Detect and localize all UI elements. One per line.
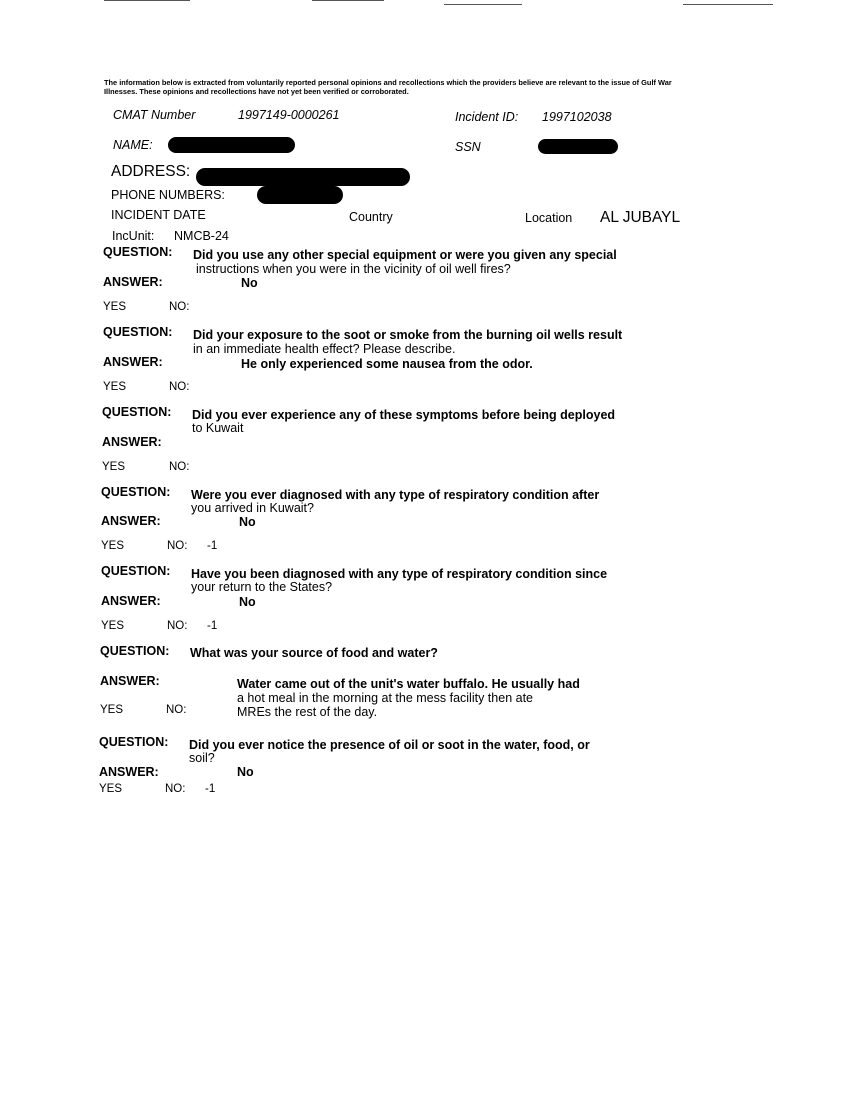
yes-label: YES bbox=[101, 540, 125, 552]
question-text: you arrived in Kuwait? bbox=[191, 501, 314, 515]
answer-text: No bbox=[237, 765, 254, 779]
answer-label: ANSWER: bbox=[103, 355, 163, 369]
no-label: NO: bbox=[167, 620, 188, 632]
question-text: soil? bbox=[189, 751, 215, 765]
yes-label: YES bbox=[103, 301, 127, 313]
answer-label: ANSWER: bbox=[100, 674, 160, 688]
no-value: -1 bbox=[207, 620, 218, 632]
answer-label: ANSWER: bbox=[101, 594, 161, 608]
question-label: QUESTION: bbox=[101, 485, 171, 499]
answer-label: ANSWER: bbox=[99, 765, 159, 779]
question-label: QUESTION: bbox=[101, 564, 171, 578]
answer-text: MREs the rest of the day. bbox=[237, 705, 378, 719]
answer-text: He only experienced some nausea from the odor. bbox=[241, 357, 533, 371]
no-label: NO: bbox=[167, 540, 188, 552]
no-label: NO: bbox=[169, 301, 190, 313]
answer-text: Water came out of the unit's water buffalo. He usually had bbox=[237, 677, 580, 691]
address-label: ADDRESS: bbox=[111, 163, 191, 180]
question-label: QUESTION: bbox=[103, 245, 173, 259]
no-value: -1 bbox=[207, 540, 218, 552]
no-value: -1 bbox=[205, 783, 216, 795]
incunit-value: NMCB-24 bbox=[174, 229, 229, 243]
scan-line bbox=[312, 0, 384, 1]
question-text: Did you ever experience any of these symptoms before being deployed bbox=[192, 408, 616, 422]
question-text: Did you use any other special equipment or were you given any special bbox=[193, 248, 617, 262]
ssn-label: SSN bbox=[455, 140, 481, 154]
incident-date-label: INCIDENT DATE bbox=[111, 208, 206, 222]
no-label: NO: bbox=[165, 783, 186, 795]
answer-label: ANSWER: bbox=[102, 435, 162, 449]
ssn-redaction bbox=[538, 139, 618, 154]
no-label: NO: bbox=[166, 704, 187, 716]
question-text: Were you ever diagnosed with any type of respiratory condition after bbox=[191, 488, 600, 502]
country-label: Country bbox=[349, 210, 393, 224]
scan-line bbox=[104, 0, 190, 1]
question-text: Did you ever notice the presence of oil or soot in the water, food, or bbox=[189, 738, 590, 752]
phone-numbers-label: PHONE NUMBERS: bbox=[111, 188, 225, 202]
question-label: QUESTION: bbox=[99, 735, 169, 749]
scan-line bbox=[683, 4, 773, 5]
yes-label: YES bbox=[103, 381, 127, 393]
cmat-number-label: CMAT Number bbox=[113, 108, 196, 122]
yes-label: YES bbox=[99, 783, 123, 795]
answer-label: ANSWER: bbox=[101, 514, 161, 528]
incident-id-value: 1997102038 bbox=[542, 110, 612, 124]
no-label: NO: bbox=[169, 381, 190, 393]
location-value: AL JUBAYL bbox=[600, 209, 681, 226]
answer-text: No bbox=[241, 276, 258, 290]
name-redaction bbox=[168, 137, 295, 153]
scan-line bbox=[444, 4, 522, 5]
answer-text: No bbox=[239, 595, 256, 609]
disclaimer: The information below is extracted from voluntarily reported personal opinions and recollections which the providers believe are relevant to the issue of Gulf War Illnesses. These opinions and recollections have not yet been verified or corroborated. bbox=[104, 78, 672, 96]
question-text: Did your exposure to the soot or smoke from the burning oil wells result bbox=[193, 328, 623, 342]
question-label: QUESTION: bbox=[102, 405, 172, 419]
name-label: NAME: bbox=[113, 138, 153, 152]
no-label: NO: bbox=[169, 461, 190, 473]
answer-text: a hot meal in the morning at the mess facility then ate bbox=[237, 691, 533, 705]
question-text: instructions when you were in the vicinity of oil well fires? bbox=[196, 262, 511, 276]
question-text: What was your source of food and water? bbox=[190, 646, 438, 660]
question-text: your return to the States? bbox=[191, 580, 333, 594]
question-label: QUESTION: bbox=[103, 325, 173, 339]
question-text: to Kuwait bbox=[192, 421, 244, 435]
incident-id-label: Incident ID: bbox=[455, 110, 519, 124]
location-label: Location bbox=[525, 211, 573, 225]
question-label: QUESTION: bbox=[100, 644, 170, 658]
answer-text: No bbox=[239, 515, 256, 529]
yes-label: YES bbox=[102, 461, 126, 473]
answer-label: ANSWER: bbox=[103, 275, 163, 289]
cmat-number-value: 1997149-0000261 bbox=[238, 108, 340, 122]
address-redaction bbox=[196, 168, 410, 186]
yes-label: YES bbox=[101, 620, 125, 632]
incunit-label: IncUnit: bbox=[112, 229, 155, 243]
yes-label: YES bbox=[100, 704, 124, 716]
phone-redaction bbox=[257, 186, 343, 204]
question-text: Have you been diagnosed with any type of respiratory condition since bbox=[191, 567, 608, 581]
question-text: in an immediate health effect? Please describe. bbox=[193, 342, 456, 356]
